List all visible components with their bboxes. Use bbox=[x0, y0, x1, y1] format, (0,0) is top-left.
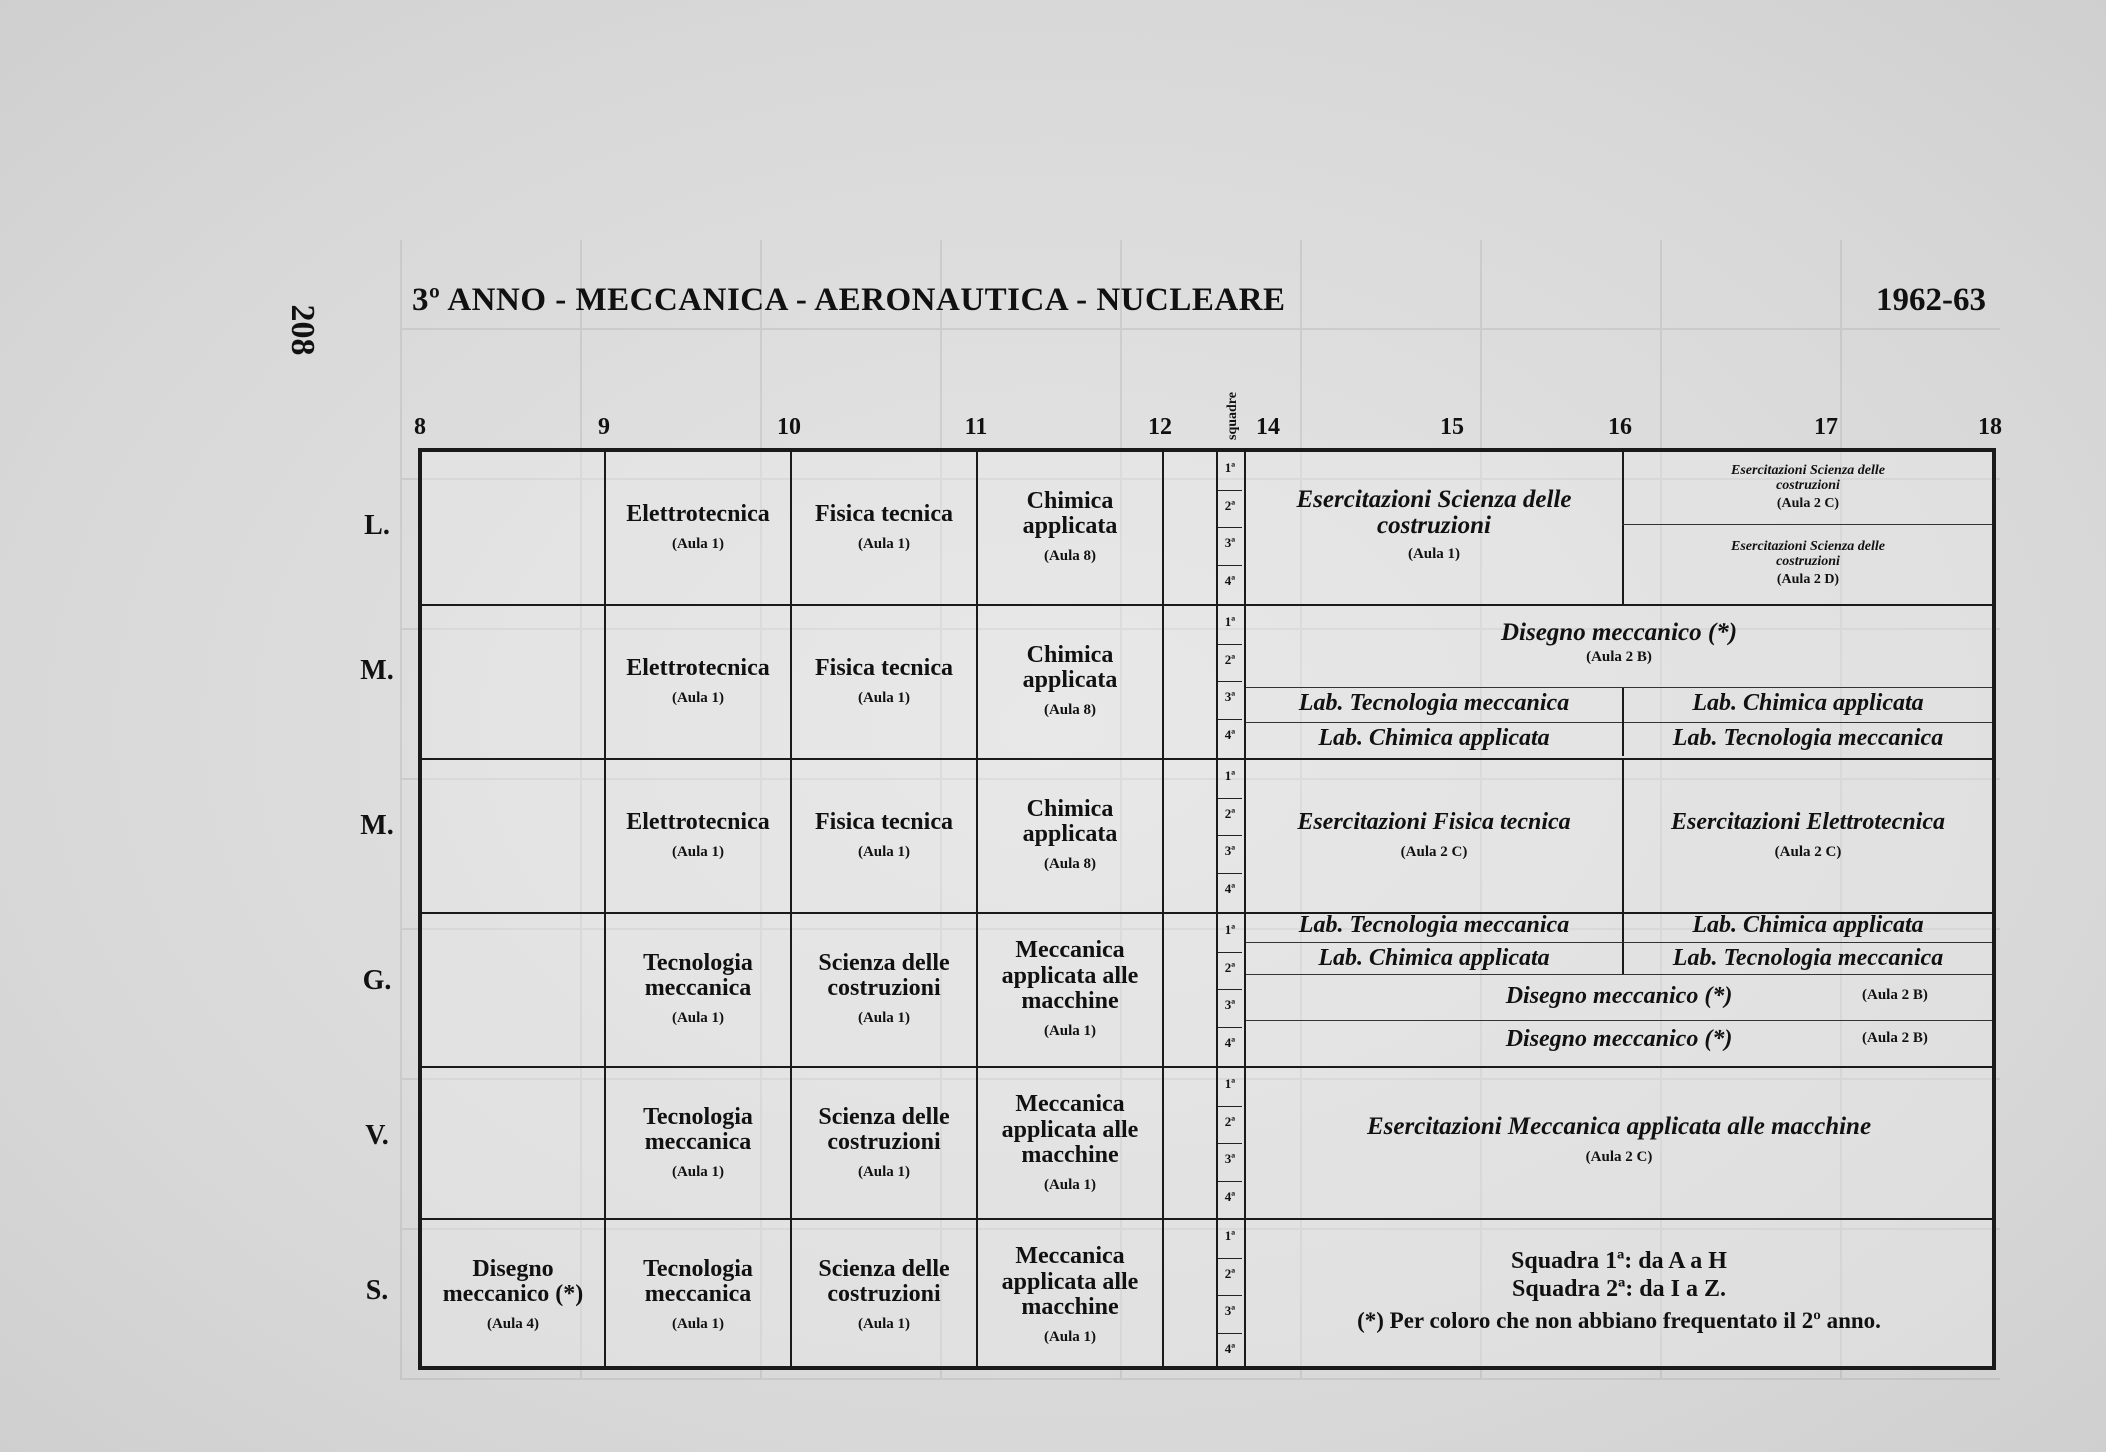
hour-label: 16 bbox=[1608, 414, 1632, 440]
squadra-label: 2ª bbox=[1224, 805, 1236, 821]
subject: Chimica applicata bbox=[1022, 487, 1118, 540]
squad-note: Squadra 2ª: da I a Z. bbox=[1512, 1276, 1726, 1302]
squadra-divider bbox=[1218, 952, 1242, 953]
day-label-thursday: G. bbox=[362, 965, 392, 996]
squadra-divider bbox=[1218, 490, 1242, 491]
subject: Esercitazioni Elettrotecnica bbox=[1671, 808, 1945, 835]
squadra-label: 3ª bbox=[1224, 1151, 1236, 1166]
squadra-divider bbox=[1218, 1258, 1242, 1259]
squadra-label: 1ª bbox=[1224, 1228, 1236, 1243]
morning-cell bbox=[606, 452, 790, 602]
squadra-divider bbox=[1218, 644, 1242, 645]
squadra-label: 3ª bbox=[1224, 535, 1236, 550]
subject: Esercitazioni Scienza delle costruzioni bbox=[1731, 538, 1885, 569]
squadra-label: 4ª bbox=[1224, 880, 1236, 896]
morning-cell bbox=[978, 914, 1162, 1064]
squadra-label: 4ª bbox=[1224, 726, 1236, 742]
squadra-divider bbox=[1218, 873, 1242, 874]
morning-cell bbox=[978, 452, 1162, 602]
grid-line bbox=[1246, 687, 1992, 688]
squadra-label: 4ª bbox=[1224, 1340, 1236, 1356]
morning-cell bbox=[792, 1068, 976, 1218]
day-label-monday: L. bbox=[364, 510, 390, 541]
morning-cell bbox=[606, 1068, 790, 1218]
squadra-divider bbox=[1218, 798, 1242, 799]
subject: Fisica tecnica bbox=[815, 808, 953, 835]
grid-line bbox=[1246, 942, 1992, 943]
morning-cell bbox=[978, 1220, 1162, 1370]
lab-session: Lab. Tecnologia meccanica bbox=[1672, 945, 1944, 971]
hour-label: 15 bbox=[1440, 414, 1464, 440]
afternoon-cell bbox=[1624, 526, 1992, 602]
classroom: (Aula 1) bbox=[671, 1010, 725, 1027]
classroom: (Aula 2 B) bbox=[1586, 649, 1652, 666]
lab-session: Lab. Chimica applicata bbox=[1692, 912, 1924, 938]
lab-session: Disegno meccanico (*) bbox=[1505, 1026, 1733, 1052]
subject: Tecnologia meccanica bbox=[643, 949, 753, 1002]
classroom: (Aula 1) bbox=[671, 1316, 725, 1333]
classroom: (Aula 1) bbox=[671, 1164, 725, 1181]
morning-cell bbox=[606, 760, 790, 910]
grid-line bbox=[1246, 722, 1992, 723]
lab-session: Lab. Chimica applicata bbox=[1692, 690, 1924, 716]
classroom: (Aula 1) bbox=[857, 843, 911, 860]
day-label-tuesday: M. bbox=[360, 655, 394, 686]
squadra-label: 2ª bbox=[1224, 651, 1236, 667]
classroom: (Aula 1) bbox=[857, 535, 911, 552]
morning-cell bbox=[422, 1220, 604, 1370]
squadra-divider bbox=[1218, 1143, 1242, 1144]
squadra-divider bbox=[1218, 1181, 1242, 1182]
squadra-divider bbox=[1218, 681, 1242, 682]
squadra-divider bbox=[1218, 719, 1242, 720]
squadra-label: 2ª bbox=[1224, 1265, 1236, 1281]
afternoon-cell bbox=[1624, 452, 1992, 524]
lab-session: Lab. Tecnologia meccanica bbox=[1672, 725, 1944, 751]
day-label-wednesday: M. bbox=[360, 810, 394, 841]
classroom: (Aula 4) bbox=[486, 1316, 540, 1333]
academic-year: 1962-63 bbox=[1876, 282, 1986, 318]
footnote: (*) Per coloro che non abbiano frequentato il 2º anno. bbox=[1357, 1308, 1881, 1333]
classroom: (Aula 1) bbox=[1043, 1022, 1097, 1039]
subject: Meccanica applicata alle macchine bbox=[1001, 937, 1139, 1014]
afternoon-cell bbox=[1246, 610, 1992, 676]
morning-cell bbox=[422, 914, 604, 1064]
grid-line bbox=[1246, 1020, 1992, 1021]
day-label-saturday: S. bbox=[365, 1275, 389, 1306]
squadra-divider bbox=[1218, 527, 1242, 528]
afternoon-cell bbox=[1246, 1100, 1992, 1180]
morning-cell bbox=[792, 1220, 976, 1370]
morning-cell bbox=[606, 1220, 790, 1370]
afternoon-cell bbox=[1246, 800, 1622, 870]
subject: Esercitazioni Scienza delle costruzioni bbox=[1296, 485, 1572, 540]
squadra-label: 4ª bbox=[1224, 572, 1236, 588]
grid-line bbox=[1244, 450, 1246, 1368]
subject: Elettrotecnica bbox=[626, 808, 770, 835]
lab-session: Lab. Tecnologia meccanica bbox=[1298, 690, 1570, 716]
classroom: (Aula 1) bbox=[857, 689, 911, 706]
morning-cell bbox=[792, 760, 976, 910]
squadra-divider bbox=[1218, 1333, 1242, 1334]
squadra-label: 1ª bbox=[1224, 460, 1236, 475]
subject: Elettrotecnica bbox=[626, 654, 770, 681]
classroom: (Aula 2 C) bbox=[1585, 1149, 1653, 1166]
morning-cell bbox=[422, 452, 604, 602]
classroom: (Aula 2 B) bbox=[1862, 987, 1928, 1003]
squadra-label: 2ª bbox=[1224, 497, 1236, 513]
hour-label: 9 bbox=[598, 414, 610, 440]
subject: Meccanica applicata alle macchine bbox=[1001, 1243, 1139, 1320]
grid-line bbox=[1622, 524, 1992, 525]
lab-session: Disegno meccanico (*) bbox=[1505, 983, 1733, 1009]
squadra-label: 2ª bbox=[1224, 1113, 1236, 1129]
hour-label: 10 bbox=[777, 414, 801, 440]
morning-cell bbox=[978, 606, 1162, 756]
subject: Fisica tecnica bbox=[815, 500, 953, 527]
subject: Disegno meccanico (*) bbox=[1500, 619, 1738, 646]
classroom: (Aula 1) bbox=[1043, 1328, 1097, 1345]
afternoon-cell bbox=[1624, 800, 1992, 870]
hour-label: 14 bbox=[1256, 414, 1280, 440]
grid-line bbox=[1162, 450, 1164, 1368]
subject: Scienza delle costruzioni bbox=[818, 1103, 950, 1156]
page-number: 208 bbox=[284, 304, 321, 356]
classroom: (Aula 1) bbox=[857, 1010, 911, 1027]
classroom: (Aula 1) bbox=[1407, 546, 1461, 563]
squadra-label: 3ª bbox=[1224, 997, 1236, 1012]
squadra-divider bbox=[1218, 835, 1242, 836]
classroom: (Aula 8) bbox=[1043, 548, 1097, 565]
lab-session: Lab. Chimica applicata bbox=[1318, 725, 1550, 751]
morning-cell bbox=[792, 452, 976, 602]
classroom: (Aula 1) bbox=[671, 843, 725, 860]
subject: Tecnologia meccanica bbox=[643, 1103, 753, 1156]
subject: Scienza delle costruzioni bbox=[818, 949, 950, 1002]
subject: Esercitazioni Scienza delle costruzioni bbox=[1731, 462, 1885, 493]
classroom: (Aula 2 C) bbox=[1776, 496, 1840, 512]
squadra-divider bbox=[1218, 989, 1242, 990]
squadra-label: 1ª bbox=[1224, 614, 1236, 629]
classroom: (Aula 2 C) bbox=[1400, 843, 1468, 860]
morning-cell bbox=[422, 760, 604, 910]
afternoon-cell bbox=[1246, 470, 1622, 580]
morning-cell bbox=[978, 760, 1162, 910]
squadra-divider bbox=[1218, 1295, 1242, 1296]
lab-session: Lab. Tecnologia meccanica bbox=[1298, 912, 1570, 938]
subject: Chimica applicata bbox=[1022, 795, 1118, 848]
hour-label: 17 bbox=[1814, 414, 1838, 440]
classroom: (Aula 1) bbox=[857, 1164, 911, 1181]
morning-cell bbox=[606, 914, 790, 1064]
morning-cell bbox=[606, 606, 790, 756]
subject: Esercitazioni Fisica tecnica bbox=[1297, 808, 1571, 835]
classroom: (Aula 1) bbox=[857, 1316, 911, 1333]
classroom: (Aula 1) bbox=[671, 689, 725, 706]
subject: Elettrotecnica bbox=[626, 500, 770, 527]
classroom: (Aula 1) bbox=[671, 535, 725, 552]
squadra-divider bbox=[1218, 1106, 1242, 1107]
classroom: (Aula 8) bbox=[1043, 856, 1097, 873]
morning-cell bbox=[792, 606, 976, 756]
morning-cell bbox=[792, 914, 976, 1064]
squadra-label: 3ª bbox=[1224, 689, 1236, 704]
subject: Esercitazioni Meccanica applicata alle macchine bbox=[1366, 1113, 1872, 1140]
classroom: (Aula 2 D) bbox=[1776, 572, 1840, 588]
subject: Scienza delle costruzioni bbox=[818, 1255, 950, 1308]
squadra-divider bbox=[1218, 565, 1242, 566]
squadra-label: 1ª bbox=[1224, 1076, 1236, 1091]
squadra-label: 1ª bbox=[1224, 768, 1236, 783]
hour-label: 12 bbox=[1148, 414, 1172, 440]
squadra-label: 3ª bbox=[1224, 1303, 1236, 1318]
page-title: 3º ANNO - MECCANICA - AERONAUTICA - NUCLEARE bbox=[412, 282, 1286, 318]
subject: Tecnologia meccanica bbox=[643, 1255, 753, 1308]
subject: Chimica applicata bbox=[1022, 641, 1118, 694]
squadra-label: 4ª bbox=[1224, 1188, 1236, 1204]
squad-note: Squadra 1ª: da A a H bbox=[1511, 1248, 1727, 1274]
classroom: (Aula 8) bbox=[1043, 702, 1097, 719]
classroom: (Aula 1) bbox=[1043, 1176, 1097, 1193]
hour-label: 8 bbox=[414, 414, 426, 440]
subject: Meccanica applicata alle macchine bbox=[1001, 1091, 1139, 1168]
squadra-label: 1ª bbox=[1224, 922, 1236, 937]
hour-label: 18 bbox=[1978, 414, 2002, 440]
lab-session: Lab. Chimica applicata bbox=[1318, 945, 1550, 971]
squadra-label: 4ª bbox=[1224, 1034, 1236, 1050]
squadra-label: 3ª bbox=[1224, 843, 1236, 858]
squadra-divider bbox=[1218, 1027, 1242, 1028]
subject: Fisica tecnica bbox=[815, 654, 953, 681]
grid-line bbox=[1246, 974, 1992, 975]
squadra-label: 2ª bbox=[1224, 959, 1236, 975]
morning-cell bbox=[422, 1068, 604, 1218]
subject: Disegno meccanico (*) bbox=[442, 1255, 584, 1308]
classroom: (Aula 2 C) bbox=[1774, 843, 1842, 860]
hour-label: 11 bbox=[964, 414, 988, 440]
morning-cell bbox=[978, 1068, 1162, 1218]
day-label-friday: V. bbox=[365, 1120, 389, 1151]
squadre-column-label: squadre bbox=[1225, 392, 1240, 440]
morning-cell bbox=[422, 606, 604, 756]
classroom: (Aula 2 B) bbox=[1862, 1030, 1928, 1046]
